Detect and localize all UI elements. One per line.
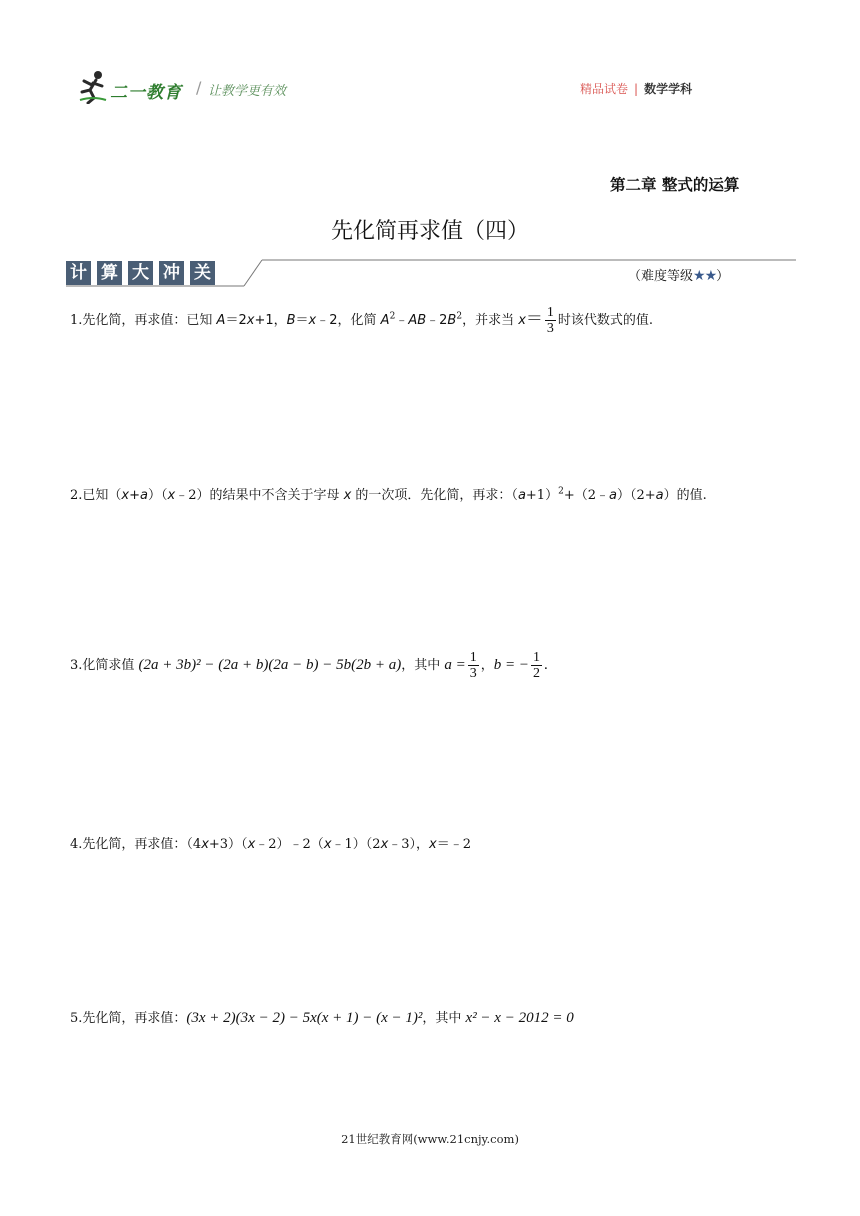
logo-slash: / [196, 78, 202, 97]
header-tag: 精品试卷 [580, 82, 629, 96]
brand-slogan: 让教学更有效 [208, 84, 287, 99]
q4-text: ＝﹣2 [436, 837, 472, 852]
q2-var: a [608, 488, 617, 503]
q3-expression: (2a + 3b)² − (2a + b)(2a − b) − 5b(2b + a) [138, 657, 402, 673]
q2-text: 的一次项．先化简，再求：（ [351, 488, 518, 503]
q5-text: ，其中 [422, 1011, 466, 1026]
header-subject: 数学学科 [644, 82, 693, 96]
q2-text: ﹣2）的结果中不含关于字母 [175, 488, 344, 503]
star-icons: ★★ [693, 268, 717, 284]
fraction-numerator: 1 [533, 650, 541, 665]
q1-fraction [545, 305, 556, 336]
q1-text: ＝ [295, 313, 309, 328]
q1-exponent: 2 [456, 311, 463, 322]
q4-text: ﹣2）﹣2（ [255, 837, 324, 852]
q1-var: x [246, 313, 255, 328]
q4-text: 4.先化简，再求值：（4 [70, 837, 202, 852]
q2-text: 2.已知（ [70, 488, 122, 503]
question-5 [70, 1007, 574, 1027]
q4-var: x [380, 837, 389, 852]
q2-var: x+a [121, 488, 148, 503]
q4-var: x [247, 837, 256, 852]
q3-b-fraction [531, 650, 542, 681]
fraction-denominator: 2 [533, 666, 541, 681]
q4-text: ﹣3）， [388, 837, 430, 852]
question-4 [70, 833, 471, 852]
q1-var: AB [408, 313, 427, 328]
q3-text: . [544, 657, 548, 673]
q1-var: B [447, 313, 457, 328]
banner-char: 算 [97, 261, 122, 285]
banner-char: 计 [66, 261, 91, 285]
question-1 [70, 304, 653, 336]
q1-text: 时该代数式的值. [557, 313, 654, 328]
question-3 [70, 650, 548, 681]
q2-text: ）（ [147, 488, 168, 503]
banner-char: 关 [190, 261, 215, 285]
q2-text: +1） [525, 488, 559, 503]
q2-exponent: 2 [558, 486, 564, 497]
q2-text: ）（2+ [616, 488, 656, 503]
q3-a-fraction [468, 650, 479, 681]
banner-char: 冲 [159, 261, 184, 285]
q2-var: x [167, 488, 176, 503]
q2-var: a [517, 488, 526, 503]
q5-text: 5.先化简，再求值： [70, 1011, 187, 1026]
q4-var: x [429, 837, 437, 852]
difficulty-close: ） [716, 269, 730, 284]
q1-text: +1， [254, 313, 287, 328]
q2-var: x [343, 488, 352, 503]
q4-text: ﹣1）（2 [331, 837, 381, 852]
q4-text: +3）（ [208, 837, 248, 852]
q3-b-lhs: b = − [493, 657, 530, 673]
brand-name: 二一教育 [110, 83, 182, 103]
header-separator: | [634, 82, 639, 96]
publisher-logo [78, 70, 308, 106]
header-right [580, 80, 692, 97]
q1-text: ﹣2 [426, 313, 448, 328]
q3-text: ， [480, 658, 494, 673]
difficulty-rating [628, 265, 729, 284]
q1-var: x [518, 313, 526, 328]
q2-var: a [655, 488, 664, 503]
question-2 [70, 484, 707, 503]
q1-var: A [380, 313, 390, 328]
q1-var: B [286, 313, 296, 328]
page-footer: 21世纪教育网(www.21cnjy.com) [341, 1132, 519, 1146]
q1-text: ﹣2，化简 [316, 313, 381, 328]
fraction-numerator: 1 [469, 650, 477, 665]
q1-exponent: 2 [389, 311, 396, 322]
fraction-denominator: 3 [546, 321, 554, 336]
q2-text: ）的值. [663, 488, 707, 503]
difficulty-label: （难度等级 [628, 269, 694, 284]
q3-text: ，其中 [401, 658, 445, 673]
page-title: 先化简再求值（四） [330, 219, 529, 244]
q5-condition: x² − x − 2012 = 0 [465, 1010, 574, 1026]
q1-text: ，并求当 [462, 313, 519, 328]
q1-equals: ＝ [525, 309, 543, 329]
fraction-denominator: 3 [469, 666, 477, 681]
q4-var: x [201, 837, 209, 852]
fraction-numerator: 1 [546, 305, 554, 320]
q3-a-lhs: a = [444, 657, 466, 673]
runner-icon [78, 70, 108, 104]
q1-text: ＝2 [225, 313, 247, 328]
q5-expression: (3x + 2)(3x − 2) − 5x(x + 1) − (x − 1)² [186, 1010, 423, 1026]
q1-var: x [308, 313, 317, 328]
chapter-title: 第二章 整式的运算 [610, 176, 740, 194]
q4-var: x [323, 837, 332, 852]
q3-text: 3.化简求值 [70, 658, 139, 673]
q1-text: 1.先化简，再求值：已知 [70, 313, 217, 328]
q1-var: A [216, 313, 226, 328]
q1-text: ﹣ [395, 313, 409, 328]
banner-char: 大 [128, 261, 153, 285]
q2-text: +（2﹣ [563, 488, 609, 503]
